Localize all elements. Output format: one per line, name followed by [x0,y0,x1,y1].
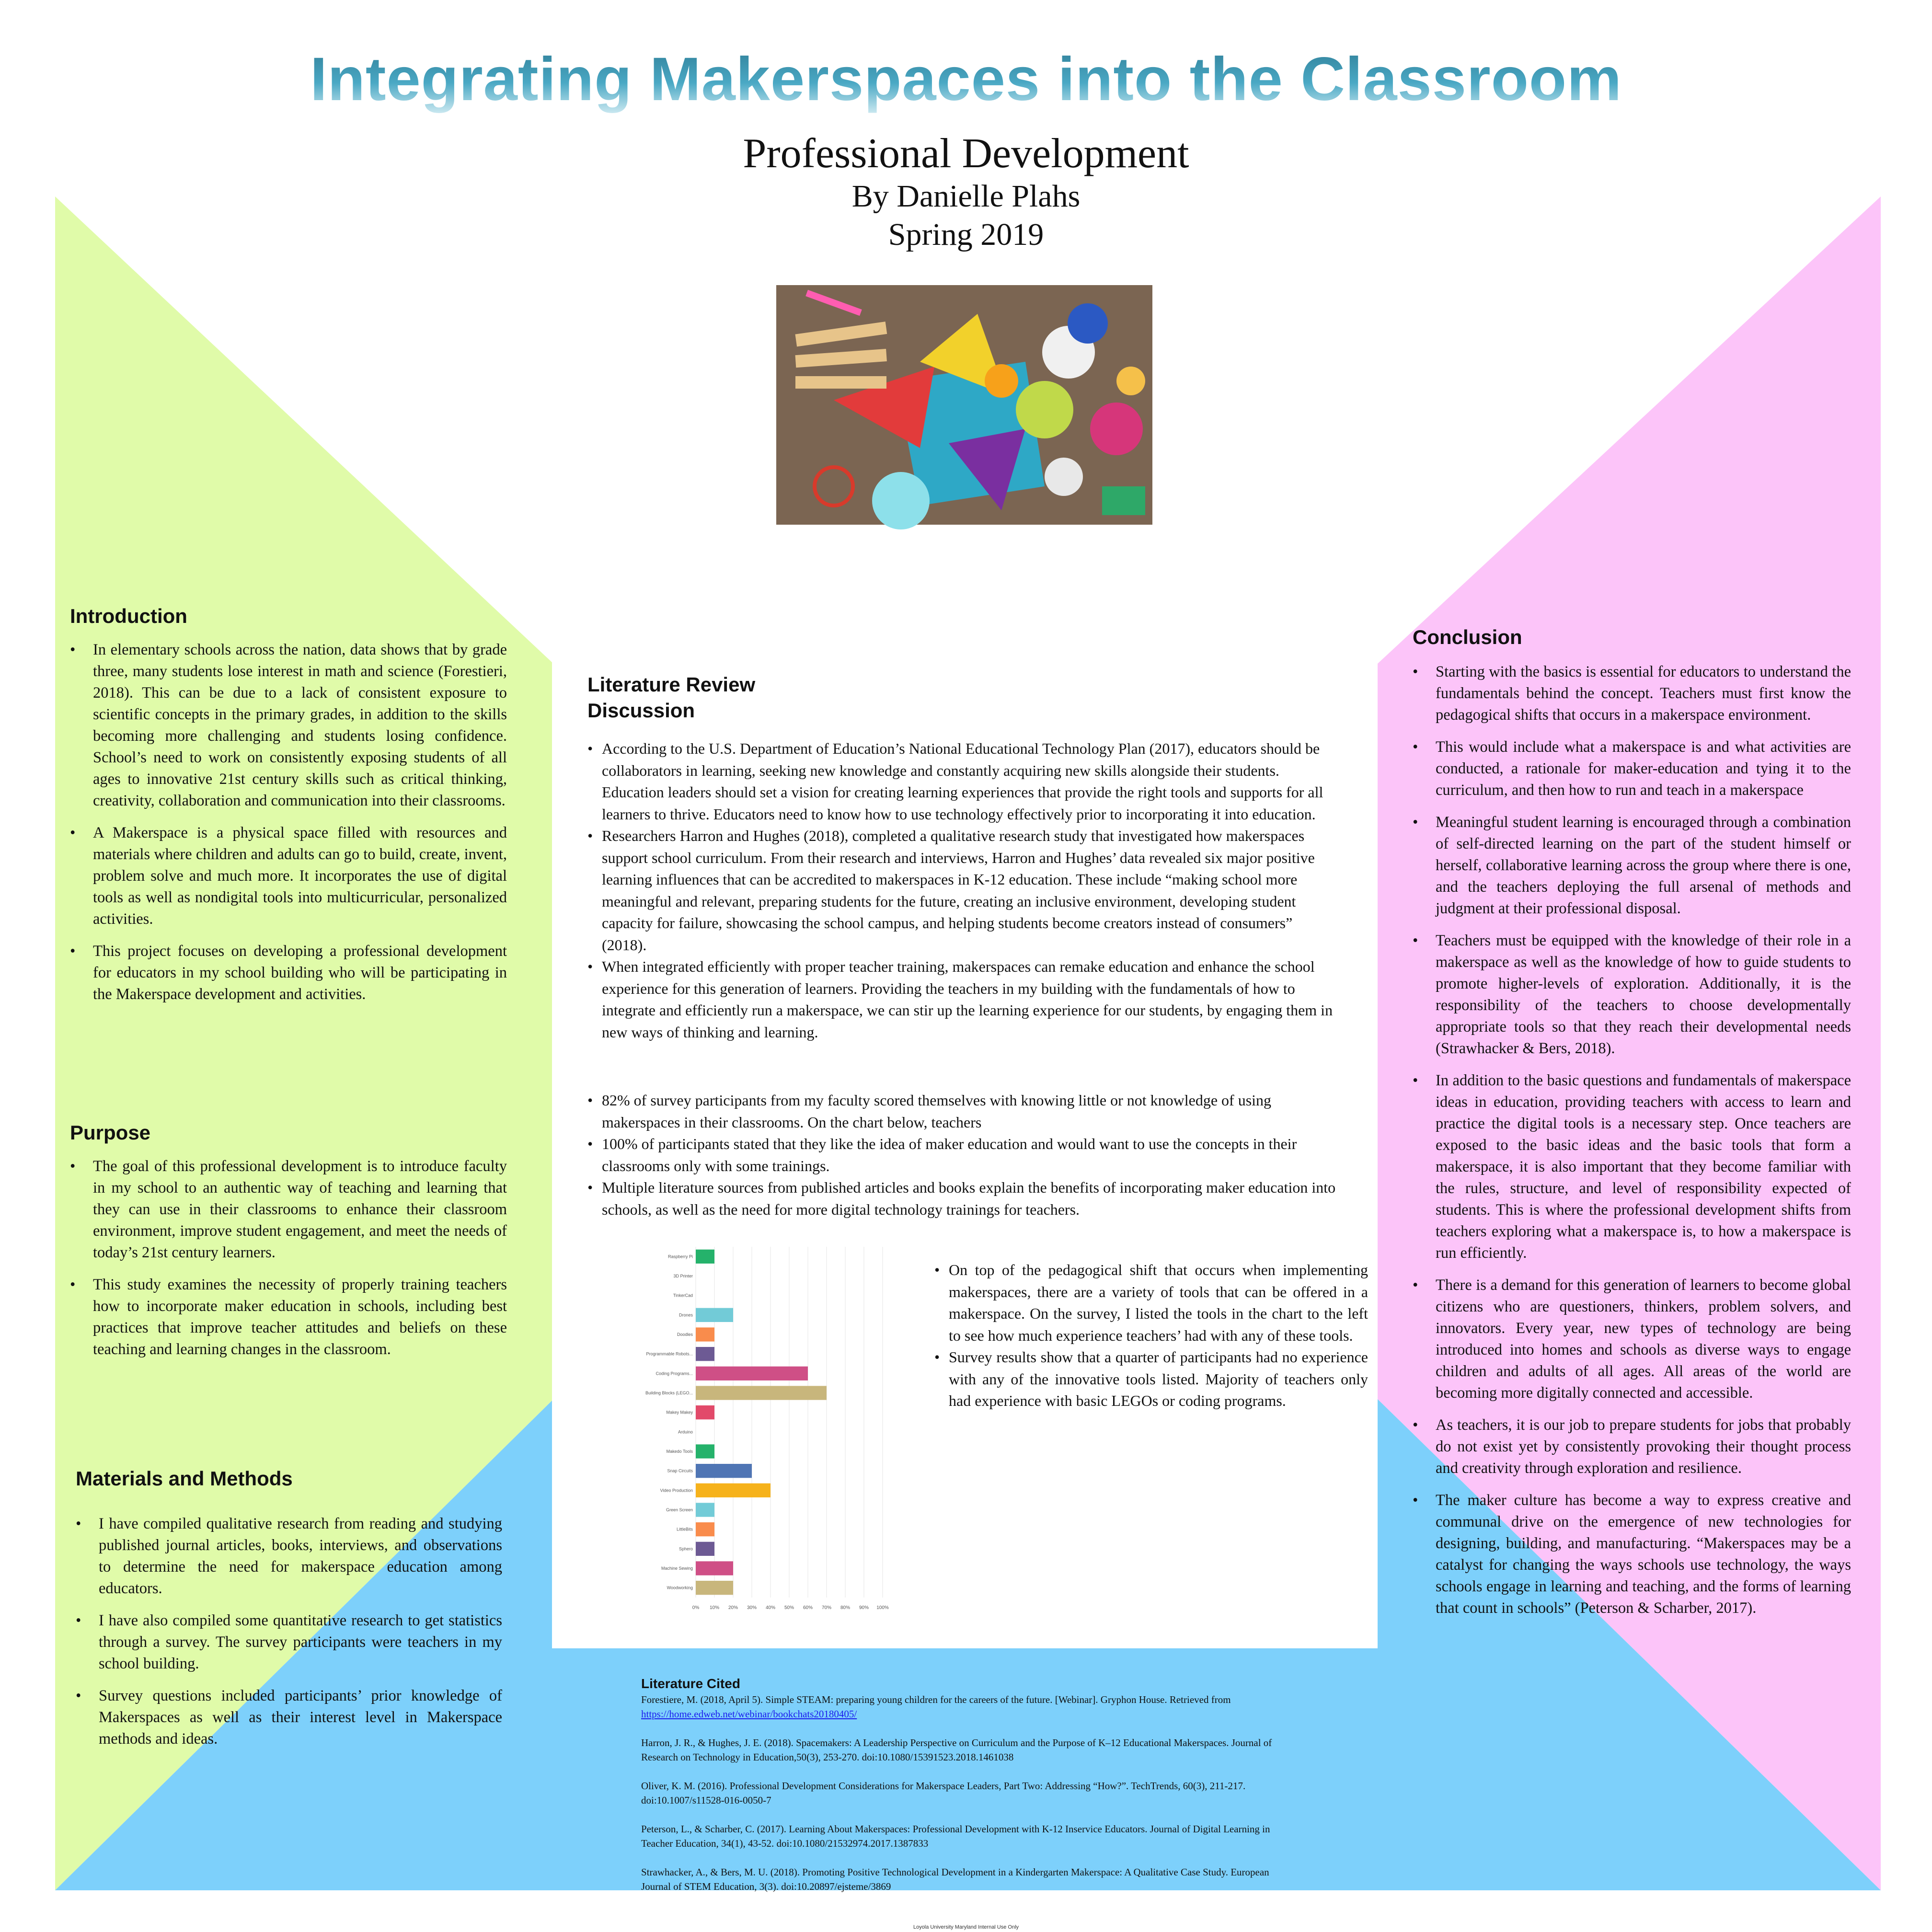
lit-heading-line1: Literature Review [587,673,756,696]
tools-experience-chart [645,1242,897,1625]
intro-bullet: • In elementary schools across the nation, data shows that by grade three, many students lose interest in math and science (Forestieri, 2018). This can be due to a lack of consistent exposure to scientific concepts in the primary grades, in addition to the skills becoming more challenging and students losing confidence. School’s need to work on consistently exposing students of all ages to innovative 21st century skills such as critical thinking, creativity, collaboration and communication into their classrooms. [70,639,507,812]
intro-bullet: • This project focuses on developing a professional development for educators in my school building who will be participating in the Makerspace development and activities. [70,941,507,1005]
reference-link[interactable]: https://home.edweb.net/webinar/bookchats20180405/ [641,1708,857,1720]
chart-bar [696,1444,714,1458]
chart-x-tick-label: 60% [803,1605,813,1610]
chart-bar [696,1503,714,1517]
chart-x-tick-label: 50% [784,1605,794,1610]
chart-bar [696,1367,808,1380]
chart-x-tick-label: 10% [709,1605,720,1610]
chart-category-label: Raspberry Pi [667,1254,693,1259]
chart-bar [696,1327,714,1341]
literature-review-list [587,738,1340,1043]
methods-list [76,1513,502,1760]
chart-bar [696,1250,714,1264]
chart-bar [696,1581,733,1595]
conclusion-bullet: • The maker culture has become a way to express creative and communal drive on the emergence of new technologies for designing, building, and manufacturing. “Makerspaces may be a catalyst for changing the ways schools use technology, the ways schools engage in learning and teaching, and the forms of learning that count in schools” (Peterson & Scharber, 2017). [1413,1490,1851,1619]
chart-bar [696,1484,770,1497]
conclusion-bullet: • There is a demand for this generation of learners to become global citizens who are questioners, thinkers, problem solvers, and innovators. Every year, new types of technology are being introduced into homes and schools as diverse ways to engage children and adults of all ages. All areas of the world are becoming more digitally connected and accessible. [1413,1275,1851,1404]
survey-bullet-text: 100% of participants stated that they like the idea of maker education and would want to use the concepts in their classrooms only with some trainings. [602,1135,1297,1174]
lit-bullet: • When integrated efficiently with proper teacher training, makerspaces can remake education and enhance the school experience for this generation of learners. Providing the teachers in my building with the fundamentals of how to integrate and efficiently run a makerspace, we can stir up the learning experience for our students, by engaging them in new ways of thinking and learning. [587,956,1340,1043]
conclusion-heading: Conclusion [1413,626,1522,648]
chart-category-label: Snap Circuits [667,1468,693,1473]
conclusion-bullet: • Teachers must be equipped with the knowledge of their role in a makerspace as well as the knowledge of how to guide students to promote higher-levels of exploration. Additionally, it is the responsibility of the teachers to choose developmentally appropriate tools so that they reach their developmental needs (Strawhacker & Bers, 2018). [1413,930,1851,1059]
chart-bar [696,1464,752,1478]
chart-category-label: Arduino [678,1429,693,1435]
chart-bar [696,1347,714,1361]
lit-bullet: • According to the U.S. Department of Education’s National Educational Technology Plan (2017), educators should be collaborators in learning, seeking new knowledge and constantly acquiring new skills alongside their students. Education leaders should set a vision for creating learning experiences that provide the right tools and supports for all learners to thrive. Educators need to know how to use technology effectively prior to incorporating it into education. [587,738,1340,825]
introduction-heading: Introduction [70,605,187,627]
conclusion-bullet: • In addition to the basic questions and fundamentals of makerspace ideas in education, providing teachers with access to learn and practice the digital tools is a necessary step. Once teachers are exposed to the basic ideas and the basic tools that form a makerspace, it is also important that they become familiar with the rules, structure, and level of responsibility expected of students. This is where the professional development shifts from teachers exploring what a makerspace is, to how a makerspace is run efficiently. [1413,1070,1851,1264]
poster-subtitle: Professional Development [743,130,1189,177]
methods-bullet: • I have compiled qualitative research from reading and studying published journal articles, books, interviews, and observations to determine the need for makerspace education among educators. [76,1513,502,1599]
chart-category-label: Coding Programs... [656,1371,693,1376]
survey-findings-list [587,1090,1340,1220]
chart-x-tick-label: 0% [692,1605,700,1610]
conclusion-bullet: • This would include what a makerspace is and what activities are conducted, a rationale for maker-education and tying it to the curriculum, and then how to run and teach in a makerspace [1413,736,1851,801]
footer-note: Loyola University Maryland Internal Use Only [913,1924,1019,1930]
literature-cited [641,1675,1278,1908]
chart-category-label: Doodles [677,1332,693,1337]
conclusion-bullet: • Meaningful student learning is encouraged through a combination of self-directed learning on the part of the student himself or herself, collaborative learning across the group where there is one, and the teachers deploying the full arsenal of methods and judgment at their professional disposal. [1413,812,1851,920]
introduction-list [70,639,507,1016]
chart-x-tick-label: 20% [728,1605,738,1610]
chart-x-tick-label: 40% [765,1605,776,1610]
chart-category-label: Building Blocks (LEGO... [645,1391,693,1395]
chart-category-label: Sphero [678,1546,693,1552]
chart-bar [696,1522,714,1536]
chart-x-tick-label: 90% [859,1605,869,1610]
reference-item: Oliver, K. M. (2016). Professional Development Considerations for Makerspace Leaders, Part Two: Addressing “How?”. TechTrends, 60(3), 211-217. doi:10.1007/s11528-016-0050-7 [641,1780,1246,1806]
chart-x-tick-label: 70% [821,1605,832,1610]
conclusion-bullet: • As teachers, it is our job to prepare students for jobs that probably do not exist yet by consistently provoking their thought process and creativity through exploration and resilience. [1413,1414,1851,1479]
purpose-list [70,1156,507,1371]
chart-bar [696,1308,733,1322]
chart-category-label: LittleBits [676,1527,693,1532]
reference-item: Peterson, L., & Scharber, C. (2017). Learning About Makerspaces: Professional Development with K-12 Inservice Educators. Journal of Digital Learning in Teacher Education, 34(1), 43-52. doi:10.1080/21532974.2017.1387833 [641,1823,1270,1849]
reference-item [641,1692,1278,1721]
maker-materials-photo [776,285,1152,525]
lit-bullet: • Researchers Harron and Hughes (2018), completed a qualitative research study that investigated how makerspaces support school curriculum. From their research and interviews, Harron and Hughes’ data revealed six major positive learning influences that can be accredited to makerspaces in K-12 education. These include “making school more meaningful and relevant, preparing students for the future, creating an inclusive environment, developing student capacity for failure, showcasing the school campus, and helping students become creators instead of consumers” (2018). [587,825,1340,956]
purpose-bullet: • This study examines the necessity of properly training teachers how to incorporate maker education in schools, including best practices that improve teacher attitudes and beliefs on these teaching and learning changes in the classroom. [70,1274,507,1360]
reference-item: Strawhacker, A., & Bers, M. U. (2018). Promoting Positive Technological Development in a Kindergarten Makerspace: A Qualitative Case Study. European Journal of STEM Education, 3(3). doi:10.20897/ejsteme/3869 [641,1866,1269,1892]
chart-category-label: Video Production [660,1488,693,1493]
chart-svg [645,1242,897,1625]
chart-bar [696,1405,714,1419]
chart-bar [696,1542,714,1556]
tools-discussion-list [934,1259,1368,1412]
poster-term: Spring 2019 [888,217,1044,252]
conclusion-bullet: • Starting with the basics is essential for educators to understand the fundamentals behind the concept. Teachers must first know the pedagogical shifts that occurs in a makerspace environment. [1413,661,1851,726]
chart-x-tick-label: 100% [876,1605,889,1610]
methods-bullet: • I have also compiled some quantitative research to get statistics through a survey. The survey participants were teachers in my school building. [76,1610,502,1675]
chart-category-label: TinkerCad [673,1293,693,1298]
chart-category-label: Programmable Robots... [646,1351,693,1357]
survey-bullet: • Multiple literature sources from published articles and books explain the benefits of incorporating maker education into schools, as well as the need for more digital technology trainings for teachers. [587,1177,1340,1220]
conclusion-list [1413,661,1851,1630]
chart-category-label: 3D Printer [673,1274,693,1278]
lit-heading-line2: Discussion [587,699,695,722]
methods-bullet: • Survey questions included participants’ prior knowledge of Makerspaces as well as their interest level in Makerspace methods and ideas. [76,1685,502,1750]
chart-bar [696,1561,733,1575]
chart-category-label: Drones [678,1312,693,1318]
reference-item: Harron, J. R., & Hughes, J. E. (2018). Spacemakers: A Leadership Perspective on Curriculum and the Purpose of K–12 Educational Makerspaces. Journal of Research on Technology in Education,50(3), 253-270. doi:10.1080/15391523.2018.1461038 [641,1737,1272,1763]
poster-author: By Danielle Plahs [851,179,1081,214]
chart-bar [696,1386,827,1400]
chart-x-tick-label: 80% [840,1605,851,1610]
survey-bullet [587,1133,1340,1177]
chart-category-label: Machine Sewing [661,1566,693,1571]
tools-bullet: • Survey results show that a quarter of participants had no experience with any of the innovative tools listed. Majority of teachers only had experience with basic LEGOs or coding programs. [934,1346,1368,1412]
chart-category-label: Green Screen [666,1507,693,1512]
literature-cited-heading: Literature Cited [641,1676,740,1691]
tools-bullet: • On top of the pedagogical shift that occurs when implementing makerspaces, there are a variety of tools that can be offered in a makerspace. On the survey, I listed the tools in the chart to the left to see how much experience teachers’ had with any of these tools. [934,1259,1368,1346]
literature-review-heading [587,672,755,724]
purpose-heading: Purpose [70,1121,151,1144]
chart-category-label: Makey Makey [666,1410,693,1415]
chart-category-label: Makedo Tools [666,1449,693,1454]
methods-heading: Materials and Methods [76,1467,293,1490]
poster-title: Integrating Makerspaces into the Classroom [0,44,1932,115]
survey-bullet: • 82% of survey participants from my faculty scored themselves with knowing little or not knowledge of using makerspaces in their classrooms. On the chart below, teachers [587,1090,1340,1133]
reference-text: Forestiere, M. (2018, April 5). Simple STEAM: preparing young children for the careers of the future. [Webinar]. Gryphon House. Retrieved from [641,1694,1231,1705]
chart-x-tick-label: 30% [747,1605,757,1610]
chart-category-label: Woodworking [667,1585,693,1590]
purpose-bullet: • The goal of this professional development is to introduce faculty in my school to an authentic way of teaching and learning that they can use in their classrooms to enhance their classroom environment, improve student engagement, and meet the needs of today’s 21st century learners. [70,1156,507,1264]
intro-bullet: • A Makerspace is a physical space filled with resources and materials where children and adults can go to build, create, invent, problem solve and much more. It incorporates the use of digital tools as well as nondigital tools into multicurricular, personalized activities. [70,822,507,930]
